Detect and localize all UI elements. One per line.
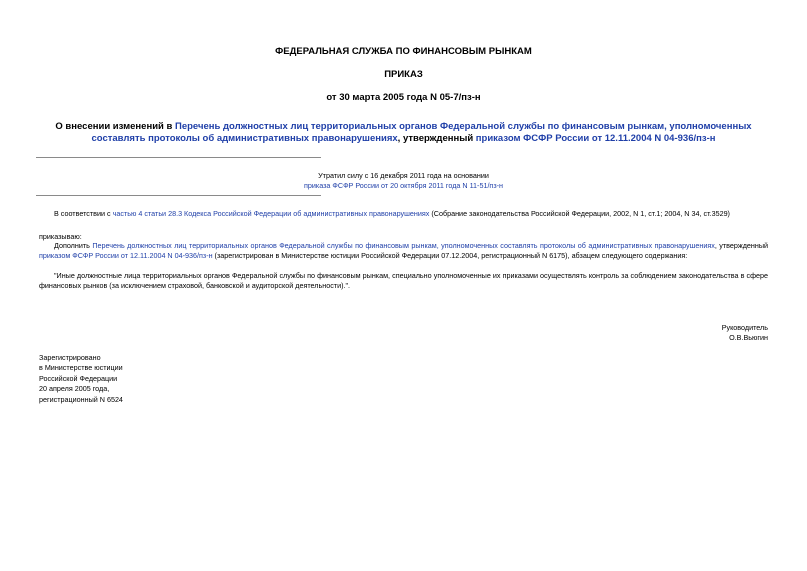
doc-type-heading: ПРИКАЗ	[384, 69, 423, 80]
quote-paragraph: "Иные должностные лица территориальных органов Федеральной службы по финансовым рынкам, специально уполномоченные их приказами осуществлять контроль за соблюдением законодательства в сфере финансовых рынков (за исключением страховой, банковской и аудиторской деятельности).".	[39, 271, 768, 291]
amend-mid: , утвержденный	[714, 241, 769, 250]
registration-line1: Зарегистрировано	[39, 353, 101, 362]
order-word: приказываю:	[39, 232, 82, 241]
date-number: от 30 марта 2005 года N 05-7/пз-н	[326, 92, 481, 103]
registration-line4: 20 апреля 2005 года,	[39, 384, 110, 394]
intro-link-code[interactable]: частью 4 статьи 28.3 Кодекса Российской Федерации об административных правонарушениях	[112, 209, 430, 218]
status-line: Утратил силу с 16 декабря 2011 года на основании	[318, 171, 489, 180]
title-link-list[interactable]: Перечень должностных лиц территориальных органов Федеральной службы по финансовым рынкам, уполномоченных составлять протоколы об административных правонарушениях	[91, 121, 752, 144]
amend-suffix: (зарегистрирован в Министерстве юстиции Российской Федерации 07.12.2004, регистрационный N 6175), абзацем следующего содержания:	[212, 251, 688, 261]
signature-role: Руководитель	[721, 323, 768, 332]
registration-line5: регистрационный N 6524	[39, 394, 123, 404]
divider-bottom	[36, 195, 321, 196]
title-link-order[interactable]: приказом ФСФР России от 12.11.2004 N 04-936/пз-н	[475, 133, 716, 144]
amend-prefix: Дополнить	[54, 241, 93, 250]
registration-block	[39, 353, 239, 405]
intro-suffix: (Собрание законодательства Российской Федерации, 2002, N 1, ст.1; 2004, N 34, ст.3529)	[429, 209, 730, 218]
signature-name: О.В.Вьюгин	[729, 333, 768, 343]
agency-heading: ФЕДЕРАЛЬНАЯ СЛУЖБА ПО ФИНАНСОВЫМ РЫНКАМ	[275, 46, 532, 57]
status-block	[250, 171, 557, 192]
intro-paragraph	[54, 209, 769, 219]
amend-paragraph	[39, 241, 768, 262]
amend-link-list[interactable]: Перечень должностных лиц территориальных органов Федеральной службы по финансовым рынкам, уполномоченных составлять протоколы об административных правонарушениях	[92, 241, 715, 250]
registration-line2: в Министерстве юстиции	[39, 363, 123, 373]
title-middle: , утвержденный	[397, 133, 476, 144]
amend-link-order[interactable]: приказом ФСФР России от 12.11.2004 N 04-936/пз-н	[39, 251, 213, 261]
document-title	[44, 121, 763, 145]
intro-prefix: В соответствии с	[54, 209, 113, 218]
divider-top	[36, 157, 321, 158]
status-link[interactable]: приказа ФСФР России от 20 октября 2011 года N 11-51/пз-н	[304, 181, 503, 191]
title-prefix: О внесении изменений в	[55, 121, 175, 132]
signature-block	[600, 323, 768, 344]
registration-line3: Российской Федерации	[39, 373, 118, 383]
